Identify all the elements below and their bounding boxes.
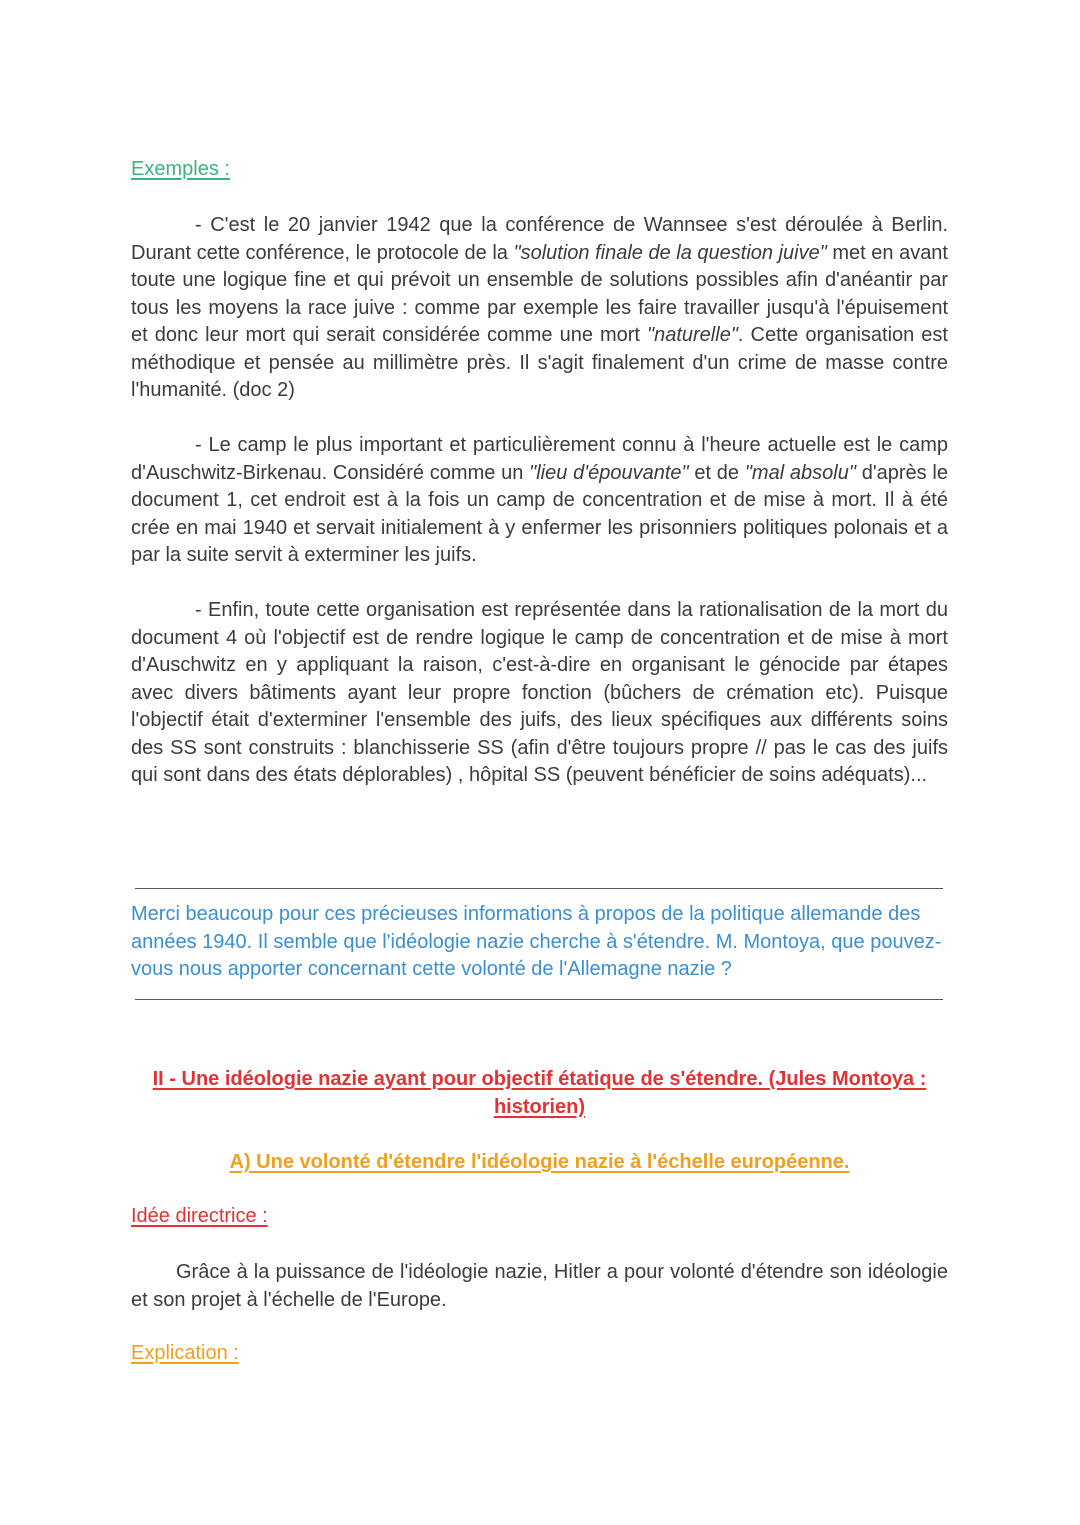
example-paragraph-wannsee	[131, 212, 948, 405]
idee-directrice-paragraph: Grâce à la puissance de l'idéologie nazie, Hitler a pour volonté d'étendre son idéologie et son projet à l'échelle de l'Europe.	[131, 1261, 948, 1311]
p1-text-c: . Cette organisation est méthodique et pensée au millimètre près. Il s'agit finalement d'un crime de masse contre l'humanité. (doc 2)	[131, 324, 948, 401]
section-heading-part-2: II - Une idéologie nazie ayant pour objectif étatique de s'étendre. (Jules Montoya : historien)	[152, 1068, 927, 1118]
subsection-heading-a: A) Une volonté d'étendre l'idéologie nazie à l'échelle européenne.	[229, 1151, 850, 1173]
divider-top	[135, 888, 943, 889]
p1-text-a: - C'est le 20 janvier 1942 que la conférence de Wannsee s'est déroulée à Berlin. Durant cette conférence, le protocole de la	[131, 214, 948, 264]
transition-note: Merci beaucoup pour ces précieuses informations à propos de la politique allemande des années 1940. Il semble que l'idéologie nazie cherche à s'étendre. M. Montoya, que pouvez-vous nous apporter concernant cette volonté de l'Allemagne nazie ?	[131, 903, 942, 980]
p2-text-a: - Le camp le plus important et particulièrement connu à l'heure actuelle est le camp d'Auschwitz-Birkenau. Considéré comme un	[131, 434, 948, 484]
p1-quote-solution-finale: "solution finale de la question juive"	[513, 241, 827, 264]
p1-text-b: met en avant toute une logique fine et qui prévoit un ensemble de solutions possibles afin d'anéantir par tous les moyens la race juive : comme par exemple les faire travailler jusqu'à l'épuisement et donc leur mort qui serait considérée comme une mort	[131, 241, 948, 346]
divider-bottom	[135, 999, 943, 1000]
p1-quote-naturelle: "naturelle"	[647, 324, 738, 346]
idee-directrice-label: Idée directrice :	[131, 1205, 268, 1227]
examples-label: Exemples :	[131, 158, 230, 180]
p2-text-b: et de	[688, 461, 745, 484]
p2-text-c: d'après le document 1, cet endroit est à la fois un camp de concentration et de mise à mort. Il à été crée en mai 1940 et servait initialement à y enfermer les prisonniers politiques polonais et a par la suite servit à exterminer les juifs.	[131, 461, 948, 566]
p2-quote-mal: "mal absolu"	[744, 461, 856, 484]
p2-quote-lieu: "lieu d'épouvante"	[529, 461, 689, 484]
example-paragraph-auschwitz	[131, 432, 948, 570]
explication-label: Explication :	[131, 1342, 239, 1364]
example-paragraph-rationalisation: - Enfin, toute cette organisation est représentée dans la rationalisation de la mort du document 4 où l'objectif est de rendre logique le camp de concentration et de mise à mort d'Auschwitz en y appliquant la raison, c'est-à-dire en organisant le génocide par étapes avec divers bâtiments ayant leur propre fonction (bûchers de crémation etc). Puisque l'objectif était d'exterminer l'ensemble des juifs, des lieux spécifiques aux différents soins des SS sont construits : blanchisserie SS (afin d'être toujours propre // pas le cas des juifs qui sont dans des états déplorables) , hôpital SS (peuvent bénéficier de soins adéquats)...	[131, 599, 948, 786]
